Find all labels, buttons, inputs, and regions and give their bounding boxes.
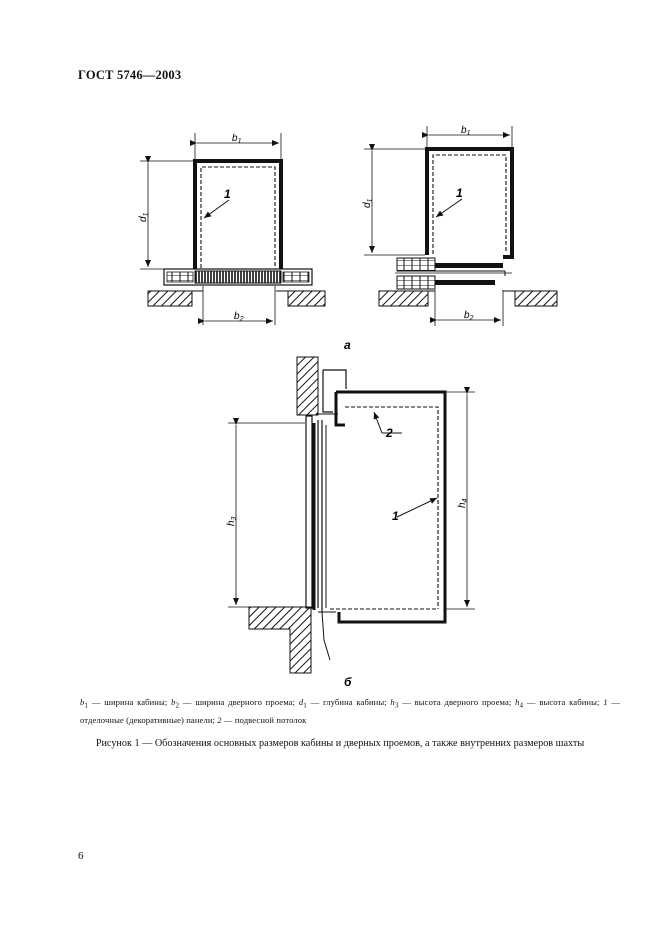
figure-caption: Рисунок 1 — Обозначения основных размеров кабины и дверных проемов, а также внутренних размеров шахты [95, 738, 585, 749]
label-d1-left: $d_1$ [138, 212, 150, 222]
view-label-a: а [344, 338, 351, 352]
page-number: 6 [78, 850, 84, 862]
section-view [228, 357, 475, 673]
label-b2-right: $b_2$ [464, 310, 474, 322]
callout-1-left: 1 [224, 187, 231, 201]
callout-2-section: 2 [386, 426, 393, 440]
label-h4: $h_4$ [457, 498, 469, 508]
label-b1-right: $b_1$ [461, 125, 471, 137]
label-h3: $h_3$ [226, 516, 238, 526]
label-d1-right: $d_1$ [362, 198, 374, 208]
plan-view-left [140, 133, 325, 325]
label-b2-left: $b_2$ [234, 311, 244, 323]
view-label-b: б [344, 675, 352, 689]
callout-1-section: 1 [392, 509, 399, 523]
callout-1-right: 1 [456, 186, 463, 200]
document-header: ГОСТ 5746—2003 [78, 68, 182, 82]
label-b1-left: $b_1$ [232, 133, 242, 145]
figure-legend: $b_1$ — ширина кабины; $b_2$ — ширина дверного проема; $d_1$ — глубина кабины; $h_3$ — высота дверного проема; $h_4$ — высота кабины; 1 — отделочные (декоративные) панели; 2 — подвесной потолок [80, 697, 621, 725]
plan-view-right [364, 126, 557, 326]
